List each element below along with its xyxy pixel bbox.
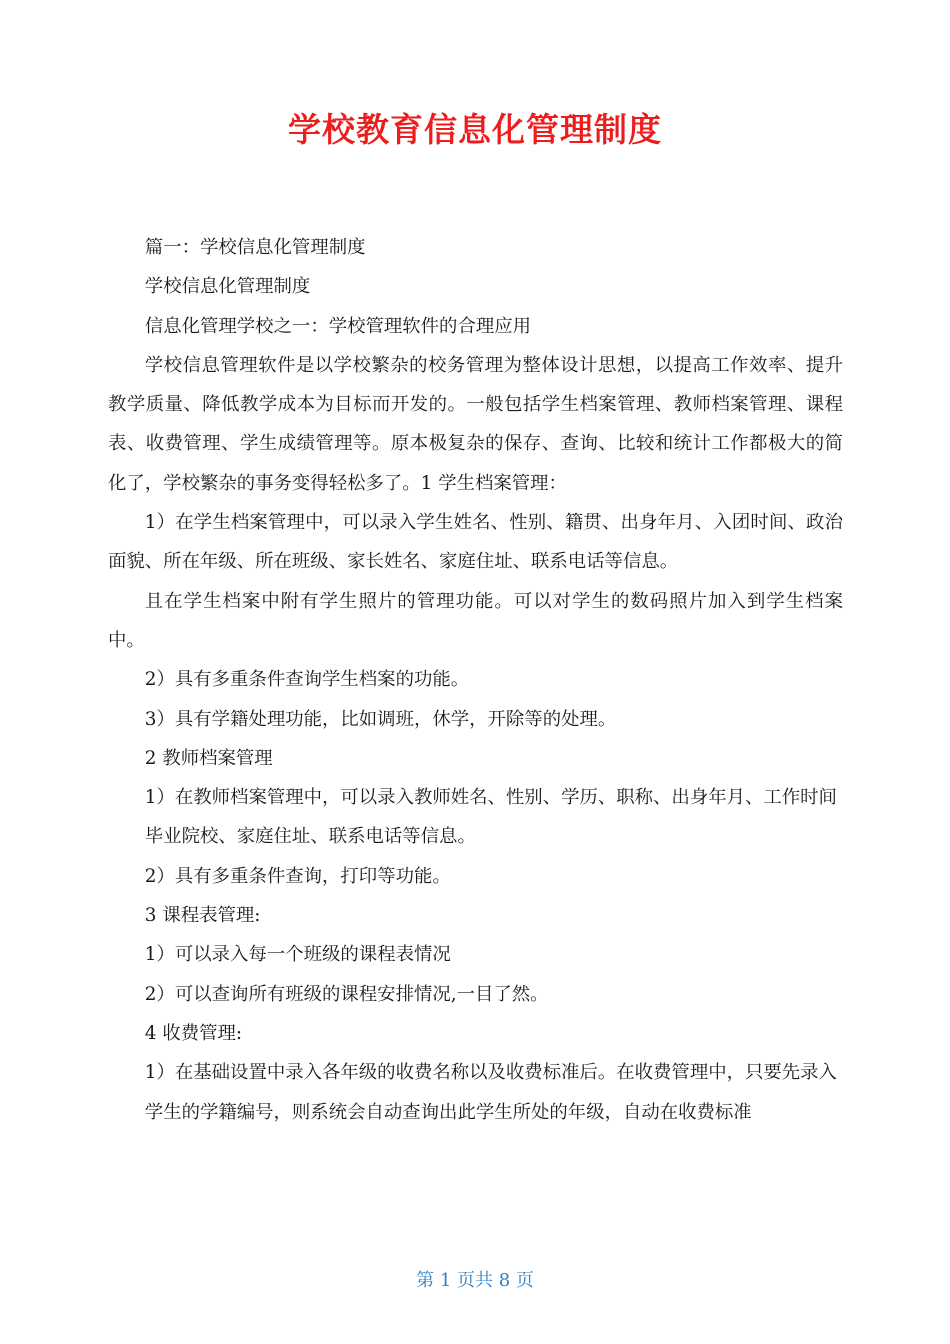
- paragraph: 3 课程表管理:: [144, 905, 261, 927]
- document-title: 学校教育信息化管理制度: [288, 110, 662, 149]
- paragraph: 2）可以查询所有班级的课程安排情况,一目了然。: [144, 983, 549, 1005]
- paragraph: 3）具有学籍处理功能，比如调班，休学，开除等的处理。: [144, 708, 617, 730]
- paragraph: 2）具有多重条件查询，打印等功能。: [144, 865, 451, 887]
- paragraph: 1）在学生档案管理中，可以录入学生姓名、性别、籍贯、出身年月、入团时间、政治面貌、所在年级、所在班级、家长姓名、家庭住址、联系电话等信息。: [108, 512, 843, 573]
- paragraph: 1）在教师档案管理中，可以录入教师姓名、性别、学历、职称、出身年月、工作时间: [144, 787, 837, 809]
- paragraph: 且在学生档案中附有学生照片的管理功能。可以对学生的数码照片加入到学生档案中。: [108, 590, 843, 651]
- paragraph: 1）在基础设置中录入各年级的收费名称以及收费标准后。在收费管理中，只要先录入: [144, 1062, 837, 1084]
- paragraph: 篇一：学校信息化管理制度: [144, 237, 366, 258]
- paragraph: 毕业院校、家庭住址、联系电话等信息。: [144, 826, 476, 848]
- paragraph: 学校信息化管理制度: [144, 276, 311, 298]
- paragraph: 2）具有多重条件查询学生档案的功能。: [144, 669, 470, 691]
- paragraph: 2 教师档案管理: [144, 747, 273, 769]
- paragraph: 信息化管理学校之一：学校管理软件的合理应用: [144, 315, 532, 337]
- paragraph: 4 收费管理:: [144, 1022, 243, 1044]
- document-body: [108, 228, 843, 1132]
- page-number: 第 1 页共 8 页: [416, 1270, 534, 1291]
- paragraph: 1）可以录入每一个班级的课程表情况: [144, 944, 451, 966]
- paragraph: 学校信息管理软件是以学校繁杂的校务管理为整体设计思想，以提高工作效率、提升教学质量、降低教学成本为目标而开发的。一般包括学生档案管理、教师档案管理、课程表、收费管理、学生成绩管理等。原本极复杂的保存、查询、比较和统计工作都极大的简化了，学校繁杂的事务变得轻松多了。1 学生档案管理：: [108, 354, 843, 494]
- paragraph: 学生的学籍编号，则系统会自动查询出此学生所处的年级，自动在收费标准: [144, 1101, 752, 1123]
